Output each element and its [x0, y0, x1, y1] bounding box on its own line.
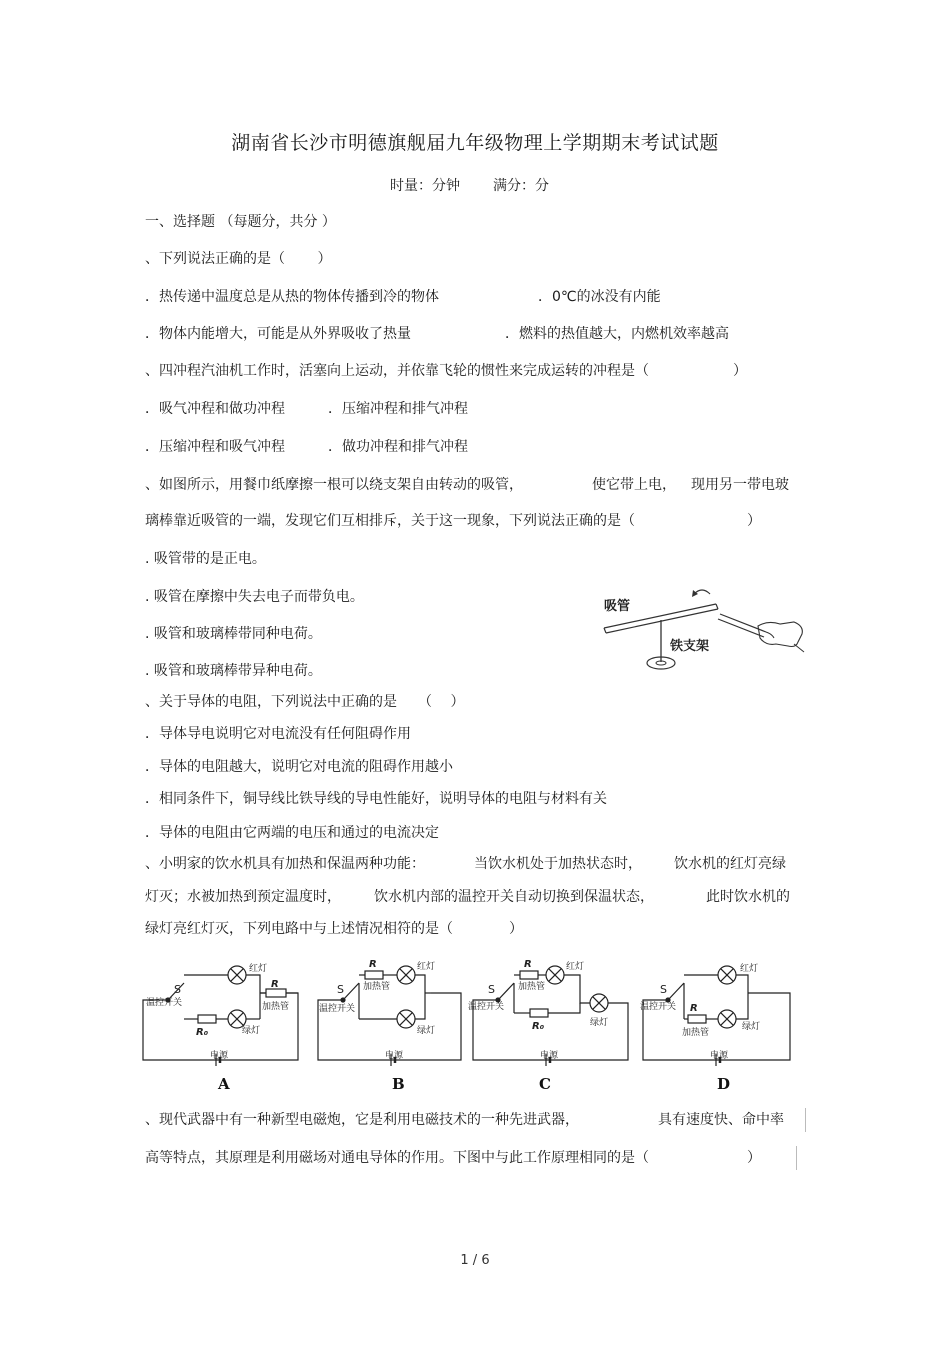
q1-option-b: ．0℃的冰没有内能: [538, 289, 661, 305]
stand-label: 铁支架: [670, 639, 710, 654]
svg-text:S: S: [660, 983, 667, 996]
svg-text:温控开关: 温控开关: [146, 998, 183, 1008]
straw-label: 吸管: [604, 599, 631, 614]
q3-line1c: 现用另一带电玻: [691, 477, 789, 493]
page-number: 1 / 6: [460, 1253, 490, 1268]
circuit-diagrams: [138, 955, 798, 1095]
q1-stem: 、下列说法正确的是（ ）: [145, 251, 332, 267]
svg-text:S: S: [337, 983, 344, 996]
q5-line1c: 饮水机的红灯亮绿: [674, 856, 786, 872]
q3-option-c: . 吸管和玻璃棒带同种电荷。: [145, 626, 322, 642]
svg-text:S: S: [488, 983, 495, 996]
svg-text:温控开关: 温控开关: [319, 1004, 356, 1014]
q3-line1a: 、如图所示，用餐巾纸摩擦一根可以绕支架自由转动的吸管，: [145, 477, 523, 493]
straw-stand-figure: [598, 582, 814, 690]
q2-option-d: ．做功冲程和排气冲程: [328, 439, 468, 455]
q2-stem: 、四冲程汽油机工作时，活塞向上运动，并依靠飞轮的惯性来完成运转的冲程是（ ）: [145, 363, 747, 379]
svg-text:电源: 电源: [385, 1051, 404, 1061]
q3-line2: 璃棒靠近吸管的一端，发现它们互相排斥，关于这一现象，下列说法正确的是（ ）: [145, 513, 761, 529]
svg-text:S: S: [174, 983, 181, 996]
circuit-label-c: C: [539, 1075, 551, 1093]
q6-line1b: 具有速度快、命中率: [658, 1112, 784, 1128]
circuit-label-b: B: [392, 1075, 405, 1093]
q1-option-a: ．热传递中温度总是从热的物体传播到冷的物体: [145, 289, 439, 305]
svg-text:加热管: 加热管: [518, 982, 546, 992]
q3-option-b: . 吸管在摩擦中失去电子而带负电。: [145, 589, 364, 605]
q4-option-b: ．导体的电阻越大，说明它对电流的阻碍作用越小: [145, 759, 453, 775]
q1-option-c: ．物体内能增大，可能是从外界吸收了热量: [145, 326, 411, 342]
svg-text:绿灯: 绿灯: [242, 1026, 261, 1036]
q5-line1a: 、小明家的饮水机具有加热和保温两种功能：: [145, 856, 425, 872]
exam-time: 时量：分钟: [390, 178, 460, 194]
q4-option-a: ．导体导电说明它对电流没有任何阻碍作用: [145, 726, 411, 742]
svg-text:红灯: 红灯: [249, 964, 268, 974]
svg-text:加热管: 加热管: [682, 1028, 710, 1038]
q3-line1b: 使它带上电，: [592, 477, 676, 493]
q6-line2: 高等特点，其原理是利用磁场对通电导体的作用。下图中与此工作原理相同的是（ ）: [145, 1150, 761, 1166]
q5-line2c: 此时饮水机的: [706, 889, 790, 905]
svg-text:电源: 电源: [710, 1051, 729, 1061]
q2-option-c: ．压缩冲程和吸气冲程: [145, 439, 285, 455]
svg-text:R₀: R₀: [532, 1021, 545, 1032]
q4-option-c: ．相同条件下，铜导线比铁导线的导电性能好，说明导体的电阻与材料有关: [145, 791, 607, 807]
svg-text:R₀: R₀: [196, 1027, 209, 1038]
svg-text:红灯: 红灯: [740, 964, 759, 974]
svg-text:电源: 电源: [540, 1051, 559, 1061]
q4-stem: 、关于导体的电阻，下列说法中正确的是 （ ）: [145, 694, 465, 710]
svg-text:绿灯: 绿灯: [417, 1026, 436, 1036]
svg-text:R: R: [369, 959, 377, 970]
svg-text:红灯: 红灯: [417, 962, 436, 972]
q1-option-d: ．燃料的热值越大，内燃机效率越高: [505, 326, 729, 342]
svg-text:红灯: 红灯: [566, 962, 585, 972]
svg-text:加热管: 加热管: [363, 982, 391, 992]
svg-text:加热管: 加热管: [262, 1002, 290, 1012]
q2-option-a: ．吸气冲程和做功冲程: [145, 401, 285, 417]
svg-text:电源: 电源: [210, 1051, 229, 1061]
svg-text:R: R: [524, 959, 532, 970]
q5-line3: 绿灯亮红灯灭，下列电路中与上述情况相符的是（ ）: [145, 921, 523, 937]
svg-text:温控开关: 温控开关: [640, 1002, 677, 1012]
q2-option-b: ．压缩冲程和排气冲程: [328, 401, 468, 417]
margin-rule-2: [796, 1146, 797, 1170]
q5-line2b: 饮水机内部的温控开关自动切换到保温状态，: [374, 889, 654, 905]
svg-text:绿灯: 绿灯: [590, 1018, 609, 1028]
circuit-label-a: A: [218, 1075, 230, 1093]
q3-option-a: . 吸管带的是正电。: [145, 551, 266, 567]
q5-line1b: 当饮水机处于加热状态时，: [474, 856, 642, 872]
q5-line2a: 灯灭；水被加热到预定温度时，: [145, 889, 341, 905]
page-title: 湖南省长沙市明德旗舰届九年级物理上学期期末考试试题: [231, 132, 719, 154]
exam-score: 满分：分: [493, 178, 549, 194]
q3-option-d: . 吸管和玻璃棒带异种电荷。: [145, 663, 322, 679]
svg-text:绿灯: 绿灯: [742, 1022, 761, 1032]
margin-rule-1: [805, 1108, 806, 1132]
section-heading: 一、选择题 （每题分，共分 ）: [145, 214, 336, 230]
svg-text:R: R: [271, 979, 279, 990]
svg-text:R: R: [690, 1003, 698, 1014]
q4-option-d: ．导体的电阻由它两端的电压和通过的电流决定: [145, 825, 439, 841]
circuit-label-d: D: [717, 1075, 731, 1093]
q6-line1a: 、现代武器中有一种新型电磁炮，它是利用电磁技术的一种先进武器，: [145, 1112, 579, 1128]
svg-text:温控开关: 温控开关: [468, 1002, 505, 1012]
